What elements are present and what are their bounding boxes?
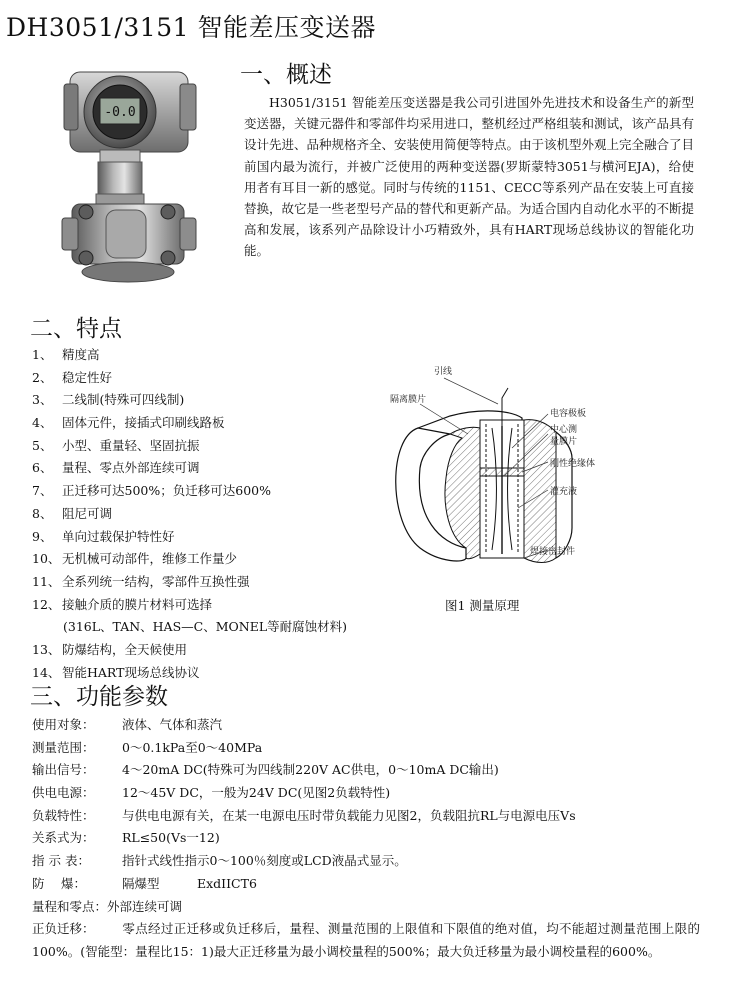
feature-item xyxy=(32,344,432,367)
feature-item xyxy=(32,412,432,435)
param-label: 防 爆： xyxy=(32,875,86,891)
param-value: 0～0.1kPa至0～40MPa xyxy=(122,739,263,755)
feature-number: 13、 xyxy=(32,641,61,657)
param-label: 测量范围： xyxy=(32,739,95,755)
feature-text: (316L、TAN、HAS—C、MONEL等耐腐蚀材料) xyxy=(63,619,347,635)
overview-paragraph: H3051/3151 智能差压变送器是我公司引进国外先进技术和设备生产的新型变送器，关键元器件和零部件均采用进口，整机经过严格组装和测试，该产品具有设计先进、品种规格齐全、安装使用简便等特点。由于该机型外观上完全融合了目前国内最为流行，并被广泛使用的两种变送器(罗斯蒙特3051与横河EJA)，给使用者有耳目一新的感觉。同时与传统的1151、CECC等系列产品在安装上可直接替换，故它是一些老型号产品的替代和更新产品。为适合国内自动化水平的不断提高和发展，该系列产品除设计小巧精致外，具有HART现场总线协议的智能化功能。 xyxy=(244,95,695,259)
param-label: 量程和零点： xyxy=(32,898,108,914)
param-row xyxy=(32,759,700,782)
label-weld-seal: 焊接密封件 xyxy=(530,547,576,557)
param-value: 4～20mA DC(特殊可为四线制220V AC供电，0～10mA DC输出) xyxy=(122,762,499,778)
param-row xyxy=(32,850,700,873)
feature-number: 5、 xyxy=(32,437,53,453)
sensor-cross-section xyxy=(380,358,610,583)
param-row xyxy=(32,805,700,828)
feature-item xyxy=(32,571,432,594)
feature-text: 稳定性好 xyxy=(62,369,113,385)
feature-text: 正迁移可达500%；负迁移可达600% xyxy=(62,483,271,499)
param-value: 与供电电源有关，在某一电源电压时带负载能力见图2，负载阻抗RL与电源电压Vs xyxy=(122,807,576,823)
feature-text: 智能HART现场总线协议 xyxy=(62,664,200,680)
param-label: 正负迁移： xyxy=(32,921,95,937)
feature-text: 小型、重量轻、坚固抗振 xyxy=(62,437,200,453)
param-value: RL≤50(Vs一12) xyxy=(122,830,220,846)
feature-number: 3、 xyxy=(32,392,53,408)
param-row xyxy=(32,827,700,850)
feature-number: 8、 xyxy=(32,505,53,521)
param-label: 关系式为： xyxy=(32,830,95,846)
param-row xyxy=(32,714,700,737)
feature-number: 4、 xyxy=(32,415,53,431)
param-label: 输出信号： xyxy=(32,762,95,778)
label-center-diaphragm-line2: 量膜片 xyxy=(550,437,578,447)
feature-number: 7、 xyxy=(32,483,53,499)
label-fill-fluid: 灌充液 xyxy=(550,487,578,497)
feature-text: 精度高 xyxy=(62,347,100,362)
feature-number: 11、 xyxy=(32,573,61,589)
diagram-caption: 图1 测量原理 xyxy=(445,598,520,613)
param-label: 使用对象： xyxy=(32,717,95,732)
feature-text: 二线制(特殊可四线制) xyxy=(62,392,185,408)
label-center-diaphragm-line1: 中心测 xyxy=(550,425,578,435)
feature-item-continuation xyxy=(32,616,432,639)
params-heading: 三、功能参数 xyxy=(30,684,168,710)
overview-heading: 一、概述 xyxy=(240,62,332,88)
param-value: 外部连续可调 xyxy=(107,898,183,914)
label-lead: 引线 xyxy=(434,367,453,377)
param-label: 供电电源： xyxy=(32,785,95,801)
features-list xyxy=(32,344,432,684)
feature-number: 12、 xyxy=(32,596,61,612)
feature-item xyxy=(32,594,432,617)
param-row xyxy=(32,873,700,896)
feature-item xyxy=(32,389,432,412)
param-value: 液体、气体和蒸汽 xyxy=(122,717,223,732)
feature-number: 14、 xyxy=(32,664,61,680)
page-title: DH3051/3151 智能差压变送器 xyxy=(6,13,376,42)
param-row xyxy=(32,896,700,919)
feature-number: 1、 xyxy=(32,347,53,362)
param-row xyxy=(32,737,700,760)
feature-text: 阻尼可调 xyxy=(62,505,113,521)
feature-number: 10、 xyxy=(32,551,61,567)
param-shift-description xyxy=(32,918,700,963)
param-label: 负载特性： xyxy=(32,807,95,823)
label-capacitor-plate: 电容极板 xyxy=(550,409,587,419)
param-shift-text: 零点经过正迁移或负迁移后，量程、测量范围的上限值和下限值的绝对值，均不能超过测量范围上限的100%。(智能型：量程比15：1)最大正迁移量为最小调校量程的500%；最大负迁移量为最小调校量程的600%。 xyxy=(32,921,700,959)
feature-item xyxy=(32,435,432,458)
feature-item xyxy=(32,548,432,571)
feature-number: 2、 xyxy=(32,369,53,385)
transmitter-illustration xyxy=(60,58,200,290)
feature-text: 接触介质的膜片材料可选择 xyxy=(62,596,213,612)
feature-number: 9、 xyxy=(32,528,53,544)
lcd-display-readout: -0.0 xyxy=(104,105,136,120)
param-label: 指 示 表： xyxy=(32,853,90,869)
feature-item xyxy=(32,480,432,503)
param-value: 隔爆型 ExdIICT6 xyxy=(122,875,257,891)
label-rigid-insulator: 刚性绝缘体 xyxy=(550,459,596,469)
measurement-principle-diagram xyxy=(380,358,610,583)
feature-item xyxy=(32,457,432,480)
features-heading: 二、特点 xyxy=(30,316,122,342)
param-value: 12～45V DC，一般为24V DC(见图2负载特性) xyxy=(122,785,391,801)
feature-item xyxy=(32,639,432,662)
feature-text: 全系列统一结构，零部件互换性强 xyxy=(62,573,250,589)
feature-text: 单向过载保护特性好 xyxy=(62,528,175,544)
label-isolating-diaphragm: 隔离膜片 xyxy=(390,395,427,405)
feature-text: 固体元件，接插式印刷线路板 xyxy=(62,415,225,431)
param-value: 指针式线性指示0～100％刻度或LCD液晶式显示。 xyxy=(122,853,407,869)
feature-item xyxy=(32,367,432,390)
params-section xyxy=(32,714,700,964)
feature-text: 量程、零点外部连续可调 xyxy=(62,460,200,476)
feature-text: 防爆结构，全天候使用 xyxy=(62,641,188,657)
feature-item xyxy=(32,526,432,549)
param-row xyxy=(32,782,700,805)
transmitter-photo xyxy=(60,58,200,290)
feature-item xyxy=(32,503,432,526)
feature-text: 无机械可动部件，维修工作量少 xyxy=(62,551,238,567)
feature-number: 6、 xyxy=(32,460,53,476)
